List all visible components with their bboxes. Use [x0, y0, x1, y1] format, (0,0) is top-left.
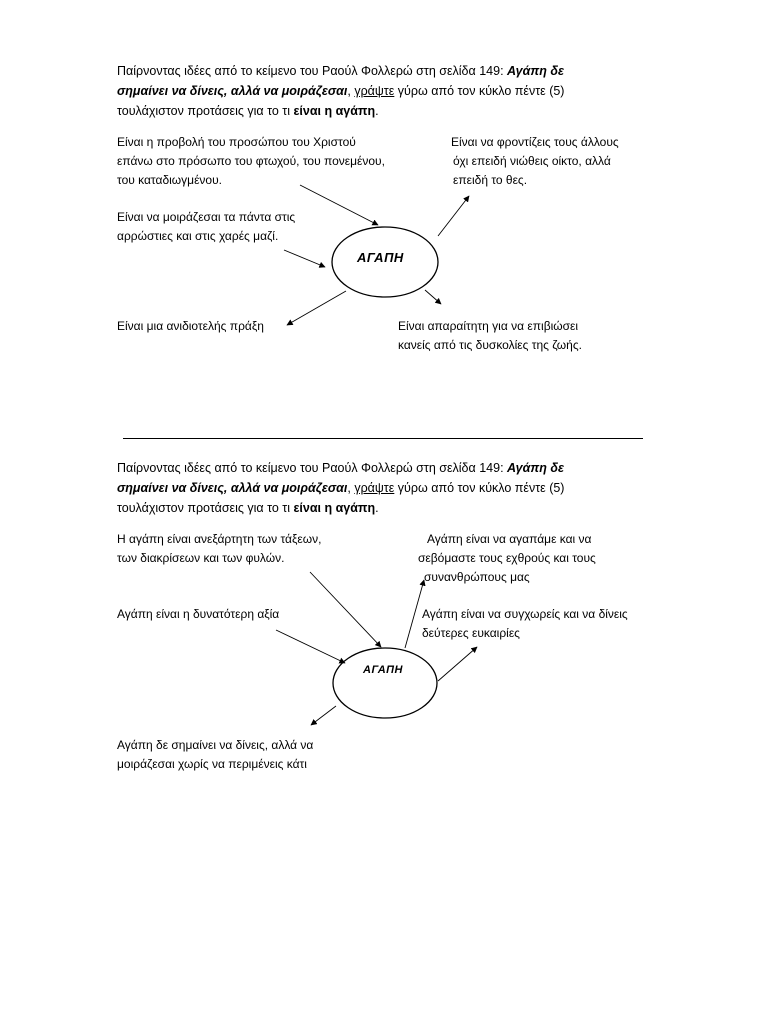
- answer-line: αρρώστιες και στις χαρές μαζί.: [117, 229, 279, 243]
- instruction-text: Παίρνοντας ιδέες από το κείμενο του Ραούλ Φολλερώ στη σελίδα 149:: [117, 64, 508, 78]
- answer-line: συνανθρώπους μας: [424, 570, 530, 584]
- arrow-2-mid-right: [438, 647, 477, 681]
- answer-line: επειδή το θες.: [453, 173, 528, 187]
- answer-line: Αγάπη είναι να αγαπάμε και να: [427, 532, 592, 546]
- instruction-line-2: [117, 478, 564, 498]
- separator-text: ,: [347, 481, 355, 495]
- answer-line: Η αγάπη είναι ανεξάρτητη των τάξεων,: [117, 532, 322, 546]
- arrow-1-top-right: [438, 196, 469, 236]
- answer-line: Είναι μια ανιδιοτελής πράξη: [117, 319, 264, 333]
- answer-line: Είναι να φροντίζεις τους άλλους: [451, 135, 619, 149]
- arrow-2-top-left: [310, 572, 381, 647]
- bold-topic: είναι η αγάπη: [293, 501, 376, 515]
- center-ellipse-2: [333, 648, 437, 718]
- underlined-verb: γράψτε: [354, 84, 395, 98]
- answer-line: μοιράζεσαι χωρίς να περιμένεις κάτι: [117, 757, 307, 771]
- instruction-text: Παίρνοντας ιδέες από το κείμενο του Ραούλ Φολλερώ στη σελίδα 149:: [117, 461, 508, 475]
- answer-line: Είναι να μοιράζεσαι τα πάντα στις: [117, 210, 296, 224]
- underlined-verb: γράψτε: [354, 481, 395, 495]
- quote-text: σημαίνει να δίνεις, αλλά να μοιράζεσαι: [117, 84, 348, 98]
- period: .: [375, 104, 379, 118]
- quote-text: Αγάπη δε: [507, 64, 565, 78]
- arrow-1-mid-left: [284, 250, 325, 267]
- period: .: [375, 501, 379, 515]
- instruction-text: τουλάχιστον προτάσεις για το τι: [117, 104, 294, 118]
- center-label: ΑΓΑΠΗ: [357, 250, 404, 265]
- answer-line: των διακρίσεων και των φυλών.: [117, 551, 285, 565]
- answer-line: Είναι η προβολή του προσώπου του Χριστού: [117, 135, 356, 149]
- answer-line: Αγάπη δε σημαίνει να δίνεις, αλλά να: [117, 738, 314, 752]
- arrow-1-bottom-left: [287, 291, 346, 325]
- answer-line: όχι επειδή νιώθεις οίκτο, αλλά: [453, 154, 611, 168]
- instruction-line-1: [117, 61, 564, 81]
- answer-line: σεβόμαστε τους εχθρούς και τους: [418, 551, 596, 565]
- instruction-text: γύρω από τον κύκλο πέντε (5): [394, 84, 565, 98]
- instruction-text: τουλάχιστον προτάσεις για το τι: [117, 501, 294, 515]
- center-label: ΑΓΑΠΗ: [363, 664, 403, 676]
- separator-text: ,: [347, 84, 355, 98]
- instruction-text: γύρω από τον κύκλο πέντε (5): [394, 481, 565, 495]
- answer-line: Αγάπη είναι να συγχωρείς και να δίνεις: [422, 607, 628, 621]
- answer-line: Είναι απαραίτητη για να επιβιώσει: [398, 319, 579, 333]
- arrow-2-mid-left: [276, 630, 345, 663]
- answer-line: δεύτερες ευκαιρίες: [422, 626, 520, 640]
- instruction-line-1: [117, 458, 564, 478]
- arrow-1-bottom-right: [425, 290, 441, 304]
- instruction-line-3: [117, 101, 379, 121]
- answer-line: Αγάπη είναι η δυνατότερη αξία: [117, 607, 280, 621]
- section-divider: [123, 438, 643, 439]
- answer-line: επάνω στο πρόσωπο του φτωχού, του πονεμένου,: [117, 154, 385, 168]
- arrow-2-bottom-left: [311, 706, 336, 725]
- answer-line: του καταδιωγμένου.: [117, 173, 222, 187]
- answer-line: κανείς από τις δυσκολίες της ζωής.: [398, 338, 582, 352]
- quote-text: Αγάπη δε: [507, 461, 565, 475]
- quote-text: σημαίνει να δίνεις, αλλά να μοιράζεσαι: [117, 481, 348, 495]
- bold-topic: είναι η αγάπη: [293, 104, 376, 118]
- arrow-1-top-left: [300, 185, 378, 225]
- instruction-line-2: [117, 81, 564, 101]
- instruction-line-3: [117, 498, 379, 518]
